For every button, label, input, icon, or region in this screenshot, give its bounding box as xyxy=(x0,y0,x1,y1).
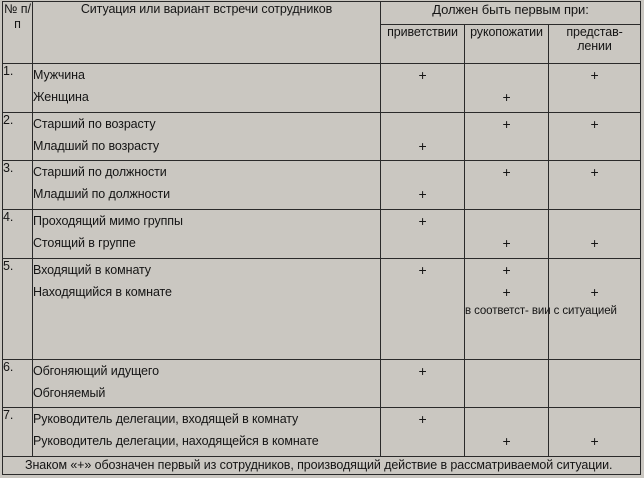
greeting-cell xyxy=(381,258,465,359)
plus-mark: + xyxy=(502,283,511,300)
row-number: 2. xyxy=(3,112,33,161)
table-row xyxy=(3,161,641,210)
plus-mark: + xyxy=(418,186,427,203)
plus-mark: + xyxy=(590,67,599,83)
row-number: 5. xyxy=(3,258,33,359)
header-situation: Ситуация или вариант встречи сотрудников xyxy=(33,2,381,64)
introduction-cell xyxy=(549,408,641,457)
table-row xyxy=(3,64,641,113)
situation-text: Обгоняемый xyxy=(33,385,106,400)
plus-mark: + xyxy=(418,67,427,83)
table-row xyxy=(3,112,641,161)
header-greeting: приветствии xyxy=(381,25,465,64)
plus-mark: + xyxy=(590,164,599,181)
plus-mark: + xyxy=(590,433,599,450)
handshake-cell xyxy=(465,112,549,161)
plus-mark: + xyxy=(418,213,427,230)
table-row xyxy=(3,210,641,259)
handshake-note: в соответст- вии с ситуацией xyxy=(465,304,617,317)
plus-mark: + xyxy=(502,89,511,105)
situation-cell xyxy=(33,64,381,113)
situation-cell xyxy=(33,112,381,161)
header-first-at: Должен быть первым при: xyxy=(381,2,641,25)
situation-cell xyxy=(33,408,381,457)
plus-mark: + xyxy=(590,283,599,300)
greeting-cell xyxy=(381,210,465,259)
greeting-cell xyxy=(381,112,465,161)
situation-text: Находящийся в комнате xyxy=(33,284,172,299)
row-number: 1. xyxy=(3,64,33,113)
situation-text: Старший по должности xyxy=(33,165,167,180)
introduction-cell xyxy=(549,64,641,113)
plus-mark xyxy=(381,281,464,303)
greeting-cell xyxy=(381,408,465,457)
situation-text: Стоящий в группе xyxy=(33,236,136,251)
handshake-cell xyxy=(465,161,549,210)
plus-mark: + xyxy=(418,137,427,154)
situation-text: Младший по должности xyxy=(33,187,171,202)
introduction-cell xyxy=(549,112,641,161)
footnote-row xyxy=(3,457,641,475)
plus-mark: + xyxy=(502,433,511,450)
plus-mark: + xyxy=(502,261,511,278)
header-row-top xyxy=(3,2,641,25)
plus-mark: + xyxy=(418,362,427,379)
handshake-cell xyxy=(465,210,549,259)
plus-mark: + xyxy=(590,115,599,132)
table-row xyxy=(3,258,641,359)
greeting-cell xyxy=(381,64,465,113)
plus-mark: + xyxy=(418,261,427,278)
plus-mark: + xyxy=(418,411,427,428)
table-body xyxy=(3,64,641,457)
plus-mark: + xyxy=(502,115,511,132)
row-number: 6. xyxy=(3,359,33,408)
greeting-cell xyxy=(381,161,465,210)
introduction-cell xyxy=(549,161,641,210)
greeting-cell xyxy=(381,359,465,408)
row-number: 4. xyxy=(3,210,33,259)
header-introduction: представ- лении xyxy=(549,25,641,64)
introduction-cell xyxy=(549,359,641,408)
header-handshake: рукопожатии xyxy=(465,25,549,64)
handshake-cell xyxy=(465,408,549,457)
plus-mark: + xyxy=(502,235,511,252)
footnote-text: Знаком «+» обозначен первый из сотрудников, производящий действие в рассматриваемой ситуации. xyxy=(25,458,613,472)
situation-cell xyxy=(33,359,381,408)
handshake-cell xyxy=(465,64,549,113)
situation-text: Младший по возрасту xyxy=(33,138,160,153)
situation-cell xyxy=(33,258,381,359)
handshake-cell xyxy=(465,258,617,359)
situation-text: Проходящий мимо группы xyxy=(33,214,183,229)
introduction-cell xyxy=(549,210,641,259)
plus-mark: + xyxy=(590,235,599,252)
plus-mark: + xyxy=(502,164,511,181)
table-row xyxy=(3,359,641,408)
handshake-cell xyxy=(465,359,549,408)
table-row xyxy=(3,408,641,457)
situation-text: Руководитель делегации, входящей в комнату xyxy=(33,412,299,427)
row-number: 7. xyxy=(3,408,33,457)
etiquette-table xyxy=(2,1,641,475)
situation-text: Обгоняющий идущего xyxy=(33,363,159,378)
situation-text: Руководитель делегации, находящейся в комнате xyxy=(33,434,319,449)
footnote xyxy=(3,457,641,475)
situation-text: Входящий в комнату xyxy=(33,262,151,277)
row-number: 3. xyxy=(3,161,33,210)
header-number: № п/п xyxy=(3,2,33,64)
situation-cell xyxy=(33,161,381,210)
situation-text: Женщина xyxy=(33,90,89,104)
situation-text: Мужчина xyxy=(33,68,85,82)
situation-text: Старший по возрасту xyxy=(33,116,156,131)
situation-cell xyxy=(33,210,381,259)
